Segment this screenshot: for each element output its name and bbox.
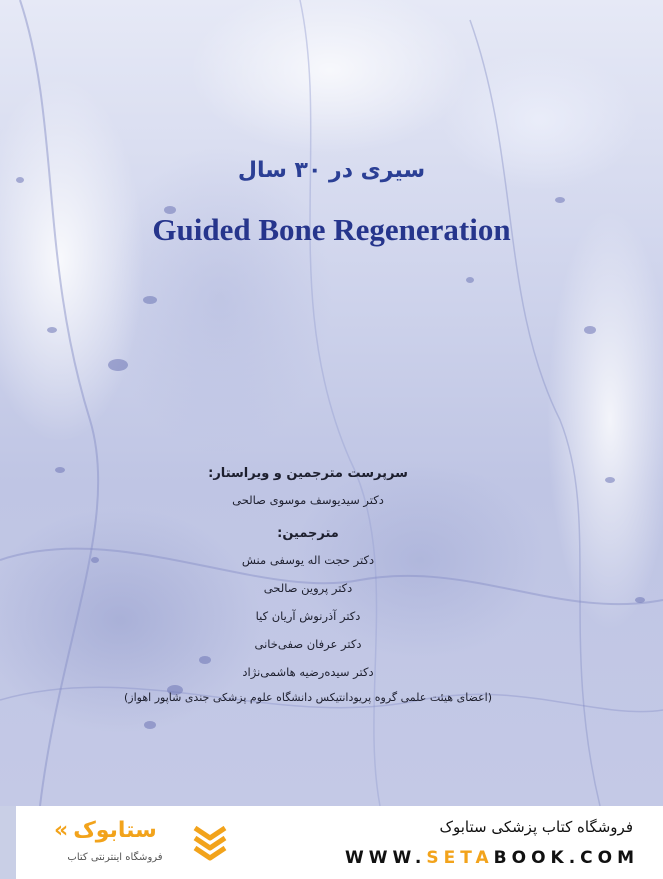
translator-name: دکتر عرفان صفی‌خانی [254, 637, 362, 651]
book-title-english: Guided Bone Regeneration [152, 212, 511, 247]
store-banner[interactable] [16, 806, 663, 879]
translator-name: دکتر حجت اله یوسفی منش [241, 553, 375, 567]
store-url-link[interactable] [345, 848, 639, 868]
affiliation-note: (اعضای هیئت علمی گروه پریودانتیکس دانشگاه علوم پزشکی جندی شاپور اهواز) [124, 691, 492, 704]
translator-name: دکتر آذرنوش آریان کیا [255, 609, 361, 623]
chevron-stack-icon [192, 822, 228, 862]
translators-heading: مترجمین: [277, 526, 339, 541]
store-logo-text: ستابوک [73, 818, 157, 843]
store-name: فروشگاه کتاب پزشکی ستابوک [439, 818, 633, 836]
url-prefix: WWW. [345, 848, 427, 868]
url-suffix: BOOK.COM [493, 848, 639, 868]
logo-arrows-icon: « [54, 818, 69, 843]
translator-name: دکتر پروین صالحی [263, 581, 353, 595]
credits-block [90, 462, 526, 710]
url-highlight: SETA [426, 848, 494, 868]
translator-name: دکتر سیده‌رضیه هاشمی‌نژاد [242, 665, 374, 679]
supervisor-name: دکتر سیدیوسف موسوی صالحی [232, 493, 384, 507]
store-logo-tagline: فروشگاه اینترنتی کتاب [67, 852, 163, 863]
book-title-persian: سیری در ۳۰ سال [237, 158, 426, 183]
supervisor-heading: سرپرست مترجمین و ویراستار: [208, 466, 408, 481]
